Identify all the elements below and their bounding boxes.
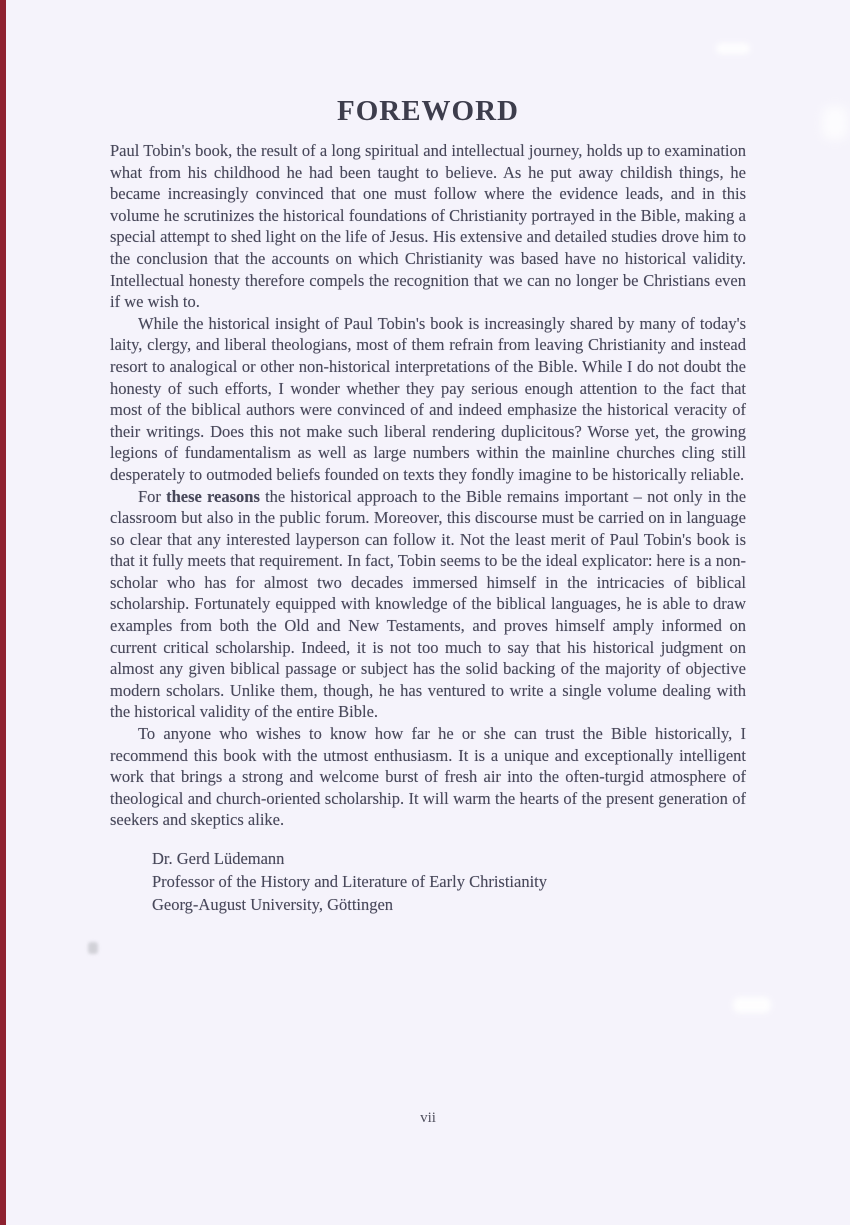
page-number: vii <box>420 1110 436 1126</box>
foreword-content <box>110 93 746 916</box>
foreword-paragraph-3 <box>110 486 746 724</box>
signature-affiliation: Georg-August University, Göttingen <box>152 895 394 914</box>
book-binding-edge <box>0 0 6 1225</box>
signature-block <box>152 847 746 916</box>
scan-smudge <box>822 106 848 140</box>
scan-smudge <box>733 997 771 1013</box>
signature-name: Dr. Gerd Lüdemann <box>152 849 285 868</box>
foreword-paragraph-4: To anyone who wishes to know how far he or she can trust the Bible historically, I recommend this book with the utmost enthusiasm. It is a unique and exceptionally intelligent work that brings a strong and welcome burst of fresh air into the often-turgid atmosphere of theological and church-oriented scholarship. It will warm the hearts of the present generation of seekers and skeptics alike. <box>110 724 746 830</box>
paragraph-text-rest: the historical approach to the Bible remains important – not only in the classroom but also in the public forum. Moreover, this discourse must be carried on in language so clear that any interested layperson can follow it. Not the least merit of Paul Tobin's book is that it fully meets that requirement. In fact, Tobin seems to be the ideal explicator: here is a non-scholar who has for almost two decades immersed himself in the intricacies of biblical scholarship. Fortunately equipped with knowledge of the biblical languages, he is able to draw examples from both the Old and New Testaments, and proves himself amply informed on current critical scholarship. Indeed, it is not too much to say that his historical judgment on almost any given biblical passage or subject has the solid backing of the majority of objective modern scholars. Unlike them, though, he has ventured to write a single volume dealing with the historical validity of the entire Bible. <box>110 486 747 722</box>
emphasized-phrase: these reasons <box>166 486 260 506</box>
foreword-paragraph-1: Paul Tobin's book, the result of a long spiritual and intellectual journey, holds up to examination what from his childhood he had been taught to believe. As he put away childish things, he became increasingly convinced that one must follow where the evidence leads, and in this volume he scrutinizes the historical foundations of Christianity portrayed in the Bible, making a special attempt to shed light on the life of Jesus. His extensive and detailed studies drove him to the conclusion that the accounts on which Christianity was based have no historical validity. Intellectual honesty therefore compels the recognition that we can no longer be Christians even if we wish to. <box>110 141 746 312</box>
paragraph-text-prefix: For <box>138 486 167 506</box>
page-title: FOREWORD <box>337 95 519 127</box>
scan-smudge <box>716 43 750 54</box>
signature-role: Professor of the History and Literature of Early Christianity <box>152 872 547 891</box>
foreword-paragraph-2: While the historical insight of Paul Tobin's book is increasingly shared by many of today's laity, clergy, and liberal theologians, most of them refrain from leaving Christianity and instead resort to analogical or other non-historical interpretations of the Bible. While I do not doubt the honesty of such efforts, I wonder whether they pay serious enough attention to the fact that most of the biblical authors were convinced of and indeed emphasize the historical veracity of their writings. Does this not make such liberal rendering duplicitous? Worse yet, the growing legions of fundamentalism as well as large numbers within the mainline churches cling still desperately to outmoded beliefs founded on texts they fondly imagine to be historically reliable. <box>110 313 746 484</box>
scan-smudge <box>88 942 98 954</box>
